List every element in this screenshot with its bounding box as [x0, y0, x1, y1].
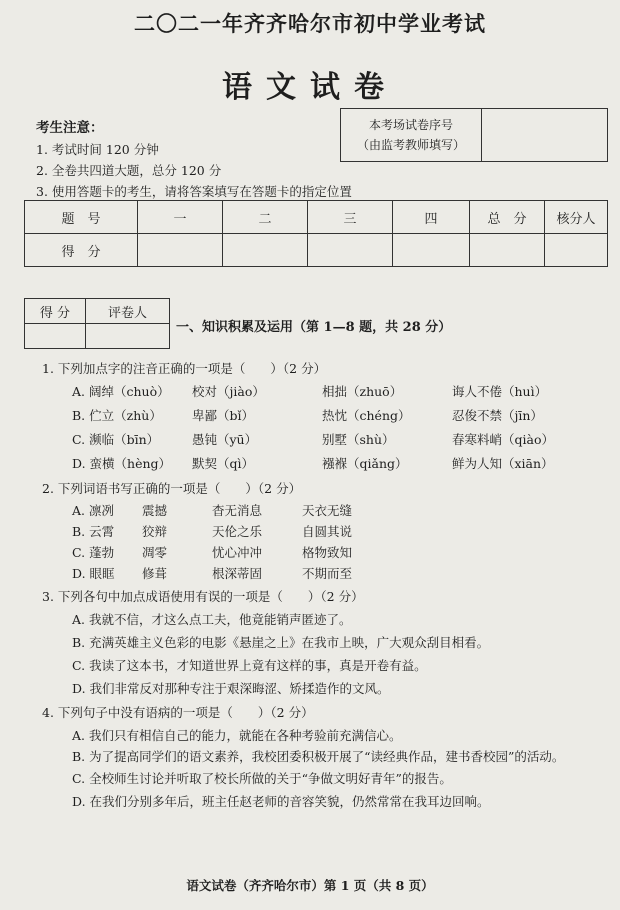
question-2-options — [72, 500, 612, 584]
score-header-cell: 核分人 — [545, 201, 608, 234]
score-table-header-row — [25, 201, 608, 234]
question-stem: 1. 下列加点字的注音正确的一项是（ ）（2 分） — [42, 361, 327, 376]
question-1-options — [72, 380, 612, 476]
notice-item: 3. 使用答题卡的考生，请将答案填写在答题卡的指定位置 — [36, 184, 352, 199]
serial-label — [341, 109, 482, 161]
option-cell: 诲人不倦（huì） — [452, 384, 548, 399]
option-cell: 根深蒂固 — [212, 566, 263, 581]
option-cell: 不期而至 — [302, 566, 353, 581]
option-line: B. 充满英雄主义色彩的电影《悬崖之上》在我市上映，广大观众刮目相看。 — [72, 635, 490, 650]
question-stem: 3. 下列各句中加点成语使用有误的一项是（ ）（2 分） — [42, 589, 364, 604]
question-2 — [42, 478, 612, 584]
option-cell: 默契（qì） — [192, 456, 254, 471]
score-header-cell: 题 号 — [25, 201, 138, 234]
option-cell: D. 眼眶 — [72, 566, 115, 581]
option-cell: 校对（jiào） — [192, 384, 265, 399]
notice-item: 2. 全卷共四道大题，总分 120 分 — [36, 163, 222, 178]
question-stem: 2. 下列词语书写正确的一项是（ ）（2 分） — [42, 481, 302, 496]
serial-label-line1: 本考场试卷序号 — [368, 118, 453, 132]
questions — [42, 358, 612, 815]
grader-entry-row — [25, 324, 170, 349]
option-cell: C. 蓬勃 — [72, 545, 115, 560]
option-cell: A. 阔绰（chuò） — [72, 384, 170, 399]
grader-score-cell[interactable] — [25, 324, 86, 349]
score-cell[interactable] — [223, 234, 308, 267]
score-table-score-row — [25, 234, 608, 267]
grader-score-label: 得 分 — [25, 299, 86, 324]
score-header-cell: 总 分 — [470, 201, 545, 234]
option-cell: 卑鄙（bǐ） — [192, 408, 254, 423]
option-cell: 天伦之乐 — [212, 524, 263, 539]
option-cell: 忍俊不禁（jīn） — [452, 408, 543, 423]
section-1-title: 一、知识积累及运用（第 1—8 题，共 28 分） — [176, 320, 452, 335]
score-header-cell: 二 — [223, 201, 308, 234]
option-cell: D. 蛮横（hèng） — [72, 456, 172, 471]
page-footer: 语文试卷（齐齐哈尔市）第 1 页（共 8 页） — [186, 878, 434, 893]
serial-label-line2: （由监考教师填写） — [356, 138, 465, 152]
score-header-cell: 四 — [393, 201, 470, 234]
exam-subtitle: 语文试卷 — [222, 70, 398, 105]
option-cell: 愚钝（yū） — [192, 432, 258, 447]
score-cell[interactable] — [393, 234, 470, 267]
option-line: A. 我就不信，才这么点工夫，他竟能销声匿迹了。 — [72, 612, 352, 627]
option-cell: 鲜为人知（xiān） — [452, 456, 554, 471]
score-header-cell: 三 — [308, 201, 393, 234]
option-cell: 热忱（chéng） — [322, 408, 411, 423]
option-cell: 相拙（zhuō） — [322, 384, 403, 399]
option-cell: 修葺 — [142, 566, 168, 581]
grader-table — [24, 298, 170, 349]
option-cell: B. 云霄 — [72, 524, 115, 539]
option-cell: 杳无消息 — [212, 503, 263, 518]
option-cell: B. 伫立（zhù） — [72, 408, 162, 423]
grader-name-label: 评卷人 — [86, 299, 170, 324]
score-cell[interactable] — [308, 234, 393, 267]
score-cell[interactable] — [138, 234, 223, 267]
serial-entry-cell[interactable] — [482, 109, 607, 161]
option-cell: 狡辩 — [142, 524, 168, 539]
option-cell: 天衣无缝 — [302, 503, 353, 518]
option-cell: 春寒料峭（qiào） — [452, 432, 554, 447]
option-cell: 震撼 — [142, 503, 168, 518]
option-cell: 忧心冲冲 — [212, 545, 263, 560]
question-stem: 4. 下列句子中没有语病的一项是（ ）（2 分） — [42, 705, 314, 720]
option-line: C. 全校师生讨论并听取了校长所做的关于“争做文明好青年”的报告。 — [72, 771, 452, 786]
option-cell: 格物致知 — [302, 545, 353, 560]
question-4 — [42, 702, 612, 813]
question-1 — [42, 358, 612, 476]
option-line: D. 在我们分别多年后，班主任赵老师的音容笑貌，仍然常常在我耳边回响。 — [72, 794, 490, 809]
option-line: D. 我们非常反对那种专注于艰深晦涩、矫揉造作的文风。 — [72, 681, 390, 696]
notice-item: 1. 考试时间 120 分钟 — [36, 142, 159, 157]
score-cell[interactable] — [470, 234, 545, 267]
option-cell: A. 凛冽 — [72, 503, 114, 518]
notice-heading: 考生注意： — [36, 120, 104, 136]
question-3 — [42, 586, 612, 700]
option-cell: 自圆其说 — [302, 524, 353, 539]
exam-title: 二〇二一年齐齐哈尔市初中学业考试 — [134, 11, 486, 36]
option-cell: 襁褓（qiǎng） — [322, 456, 408, 471]
option-line: A. 我们只有相信自己的能力，就能在各种考验前充满信心。 — [72, 728, 402, 743]
option-cell: C. 濒临（bīn） — [72, 432, 160, 447]
score-table — [24, 200, 608, 267]
option-line: B. 为了提高同学们的语文素养，我校团委积极开展了“读经典作品，建书香校园”的活动。 — [72, 749, 565, 764]
option-cell: 别墅（shù） — [322, 432, 395, 447]
score-header-cell: 一 — [138, 201, 223, 234]
option-cell: 凋零 — [142, 545, 168, 560]
grader-header-row — [25, 299, 170, 324]
score-row-label: 得 分 — [25, 234, 138, 267]
candidate-notice — [36, 118, 352, 202]
score-cell[interactable] — [545, 234, 608, 267]
grader-name-cell[interactable] — [86, 324, 170, 349]
option-line: C. 我读了这本书，才知道世界上竟有这样的事，真是开卷有益。 — [72, 658, 427, 673]
exam-serial-box — [340, 108, 608, 162]
